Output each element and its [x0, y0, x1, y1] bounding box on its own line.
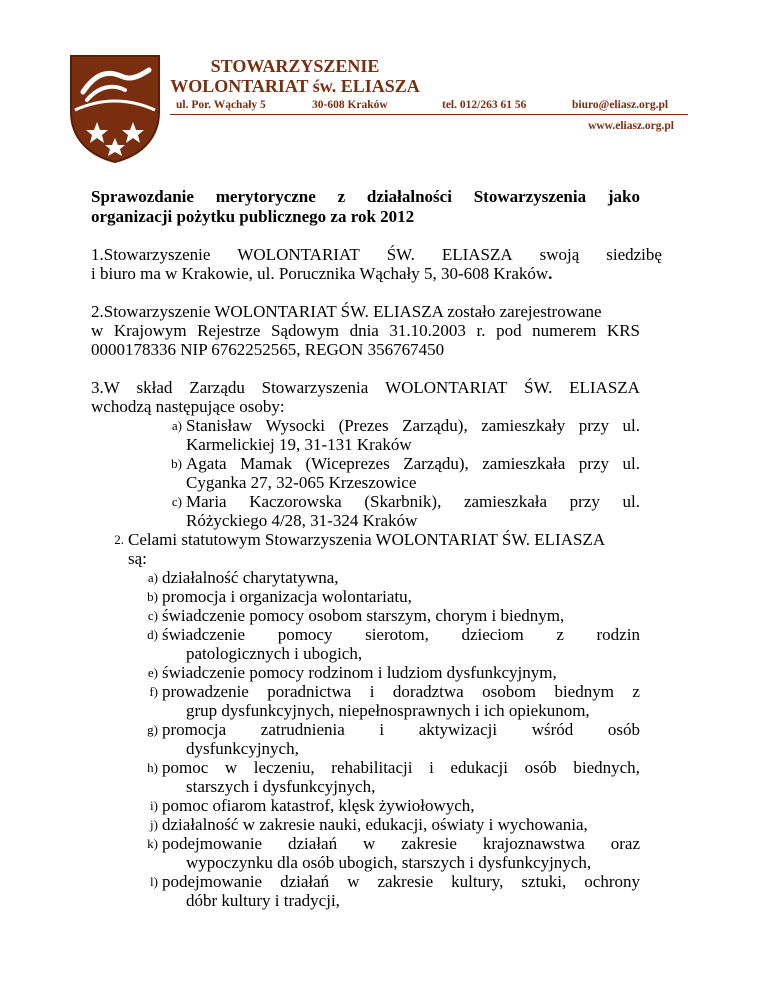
goal-item: świadczenie pomocy rodzinom i ludziom dysfunkcyjnym,	[162, 663, 557, 682]
org-name-line1: STOWARZYSZENIE	[210, 56, 380, 76]
goal-word: i	[379, 720, 385, 739]
member-marker: b)	[171, 456, 182, 471]
goal-word: promocja	[162, 720, 227, 739]
member-word: przy	[578, 416, 609, 435]
member-word: Stanisław	[186, 416, 253, 435]
member-word: Mamak	[240, 454, 292, 473]
goal-marker: f)	[149, 684, 158, 699]
member-word: (Skarbnik),	[364, 492, 442, 511]
goal-word: świadczenie	[162, 625, 246, 644]
report-title-line1	[91, 187, 640, 206]
title-word: Sprawozdanie	[91, 187, 194, 206]
goal-word: aktywizacji	[418, 720, 498, 739]
para1-word: swoją	[539, 245, 580, 264]
para1-word: 1.Stowarzyszenie	[91, 245, 211, 264]
member-b-line1	[186, 454, 640, 473]
para1-word: ŚW.	[386, 245, 415, 264]
member-word: Kaczorowska	[249, 492, 342, 511]
goal-item-f-line1	[162, 682, 640, 701]
member-a-line2: Karmelickiej 19, 31-131 Kraków	[186, 435, 412, 454]
goal-word: poradnictwa	[267, 682, 352, 701]
para3-word: Stowarzyszenia	[261, 378, 369, 397]
goal-marker: e)	[147, 665, 158, 680]
goal-word: zatrudnienia	[260, 720, 345, 739]
contact-street: ul. Por. Wąchały 5	[176, 99, 266, 111]
org-name-line2: WOLONTARIAT św. ELIASZA	[170, 76, 420, 96]
goal-item-f-line2: grup dysfunkcyjnych, niepełnosprawnych i ich opiekunom,	[186, 701, 590, 720]
goal-marker: k)	[147, 836, 158, 851]
website-link[interactable]: www.eliasz.org.pl	[588, 120, 674, 132]
member-word: ul.	[622, 492, 640, 511]
member-word: Agata	[186, 454, 227, 473]
para2-word: pod	[496, 321, 522, 340]
goal-word: w	[347, 872, 360, 891]
goal-marker: i)	[150, 798, 158, 813]
goal-word: w	[363, 834, 376, 853]
para1-period: .	[548, 264, 553, 283]
member-marker: a)	[171, 418, 182, 433]
organization-name	[170, 56, 420, 96]
goal-item: pomoc ofiarom katastrof, klęsk żywiołowych,	[162, 796, 475, 815]
member-word: ul.	[622, 416, 640, 435]
para2-word: 31.10.2003	[389, 321, 466, 340]
goal-word: rodzin	[596, 625, 640, 644]
goal-item-h-line2: starszych i dysfunkcyjnych,	[186, 777, 376, 796]
goal-marker: g)	[147, 722, 158, 737]
report-title-line2: organizacji pożytku publicznego za rok 2012	[91, 207, 415, 226]
goal-item: działalność charytatywna,	[162, 568, 339, 587]
goal-word: podejmowanie	[162, 872, 263, 891]
para1-word: siedzibę	[606, 245, 662, 264]
title-word: działalności	[366, 187, 452, 206]
goal-marker: h)	[147, 760, 158, 775]
goal-word: podejmowanie	[162, 834, 263, 853]
goal-word: ochrony	[584, 872, 640, 891]
para2-word: Krajowym	[113, 321, 187, 340]
contact-postal: 30-608 Kraków	[312, 99, 388, 111]
goal-word: krajoznawstwa	[482, 834, 585, 853]
goal-word: leczeniu,	[253, 758, 315, 777]
para1-word: WOLONTARIAT	[237, 245, 360, 264]
goals-line2: są:	[128, 549, 147, 568]
goal-word: zakresie	[401, 834, 457, 853]
goal-item: promocja i organizacja wolontariatu,	[162, 587, 412, 606]
goal-marker: b)	[147, 589, 158, 604]
title-word: jako	[607, 187, 640, 206]
para2-line3: 0000178336 NIP 6762252565, REGON 356767450	[91, 340, 445, 359]
goal-marker: j)	[150, 817, 158, 832]
para2-word: Sądowym	[270, 321, 339, 340]
goal-word: biednym	[554, 682, 614, 701]
goal-item-k-line2: wypoczynku dla osób ubogich, starszych i dysfunkcyjnych,	[186, 853, 592, 872]
member-word: Wysocki	[265, 416, 326, 435]
contact-email[interactable]: biuro@eliasz.org.pl	[572, 99, 669, 111]
title-word: Stowarzyszenia	[473, 187, 587, 206]
goal-word: wśród	[531, 720, 574, 739]
goal-word: pomoc	[162, 758, 209, 777]
goal-item-h-line1	[162, 758, 640, 777]
goal-marker: c)	[147, 608, 158, 623]
member-word: zamieszkała	[482, 454, 566, 473]
goal-word: działań	[288, 834, 338, 853]
goal-word: doradztwa	[392, 682, 464, 701]
para3-word: Zarządu	[189, 378, 245, 397]
para2-line1: 2.Stowarzyszenie WOLONTARIAT ŚW. ELIASZA zostało zarejestrowane	[91, 302, 602, 321]
para2-word: r.	[476, 321, 486, 340]
goal-marker: l)	[150, 874, 158, 889]
para2-word: w	[91, 321, 104, 340]
goal-word: z	[556, 625, 564, 644]
goal-word: biednych,	[573, 758, 640, 777]
para3-line2: wchodzą następujące osoby:	[91, 397, 285, 416]
para2-word: Rejestrze	[197, 321, 261, 340]
member-c-line1	[186, 492, 640, 511]
goal-word: i	[429, 758, 434, 777]
member-word: zamieszkała	[463, 492, 548, 511]
goals-line1: Celami statutowym Stowarzyszenia WOLONTARIAT ŚW. ELIASZA	[128, 530, 606, 549]
goal-word: prowadzenie	[162, 682, 249, 701]
member-word: Maria	[186, 492, 227, 511]
goal-word: w	[224, 758, 238, 777]
goal-item-k-line1	[162, 834, 640, 853]
para3-word: ŚW.	[524, 378, 553, 397]
para3-word: 3.W	[91, 378, 120, 397]
contact-phone: tel. 012/263 61 56	[442, 99, 527, 111]
goal-word: dzieciom	[461, 625, 524, 644]
para2-word: KRS	[606, 321, 640, 340]
member-b-line2: Cyganka 27, 32-065 Krzeszowice	[186, 473, 417, 492]
goal-item-d-line2: patologicznych i ubogich,	[186, 644, 363, 663]
member-word: ul.	[622, 454, 640, 473]
para2-word: dnia	[349, 321, 379, 340]
goal-word: pomocy	[277, 625, 333, 644]
member-word: przy	[569, 492, 600, 511]
goal-word: rehabilitacji	[331, 758, 413, 777]
goal-item-g-line2: dysfunkcyjnych,	[186, 739, 299, 758]
goal-marker: a)	[147, 570, 158, 585]
member-marker: c)	[171, 494, 182, 509]
member-word: przy	[578, 454, 610, 473]
goal-item: działalność w zakresie nauki, edukacji, oświaty i wychowania,	[162, 815, 588, 834]
para3-line1	[91, 378, 640, 397]
para1-line1	[91, 245, 662, 264]
para3-word: ELIASZA	[569, 378, 640, 397]
goal-marker: d)	[147, 627, 158, 642]
member-a-line1	[186, 416, 640, 435]
para1-address: i biuro ma w Krakowie, ul. Porucznika Wąchały 5, 30-608 Kraków	[91, 264, 549, 283]
organization-logo	[67, 52, 163, 164]
goal-word: osobom	[482, 682, 537, 701]
member-c-line2: Różyckiego 4/28, 31-324 Kraków	[186, 511, 418, 530]
goal-word: i	[369, 682, 375, 701]
goal-word: działań	[280, 872, 330, 891]
member-word: (Prezes	[338, 416, 389, 435]
member-word: zamieszkały	[481, 416, 566, 435]
goal-item: świadczenie pomocy osobom starszym, chorym i biednym,	[162, 606, 565, 625]
header-divider	[170, 114, 688, 115]
para1-line2	[91, 264, 552, 283]
member-word: Zarządu),	[402, 416, 468, 435]
para3-word: WOLONTARIAT	[385, 378, 508, 397]
goal-word: osób	[607, 720, 640, 739]
goal-word: kultury,	[451, 872, 504, 891]
goal-word: sierotom,	[365, 625, 429, 644]
para1-word: ELIASZA	[441, 245, 513, 264]
goal-item-g-line1	[162, 720, 640, 739]
goals-marker: 2.	[114, 532, 124, 547]
member-word: Zarządu),	[403, 454, 469, 473]
member-word: (Wiceprezes	[305, 454, 390, 473]
goal-item-l-line2: dóbr kultury i tradycji,	[186, 891, 340, 910]
goal-word: edukacji	[450, 758, 509, 777]
title-word: z	[337, 187, 346, 206]
goal-word: zakresie	[377, 872, 434, 891]
goal-word: sztuki,	[521, 872, 567, 891]
para3-word: skład	[136, 378, 173, 397]
goal-item-l-line1	[162, 872, 640, 891]
para2-word: numerem	[532, 321, 597, 340]
goal-item-d-line1	[162, 625, 640, 644]
title-word: merytoryczne	[215, 187, 316, 206]
goal-word: osób	[524, 758, 557, 777]
goal-word: oraz	[610, 834, 640, 853]
goal-word: z	[632, 682, 640, 701]
para2-line2	[91, 321, 640, 340]
